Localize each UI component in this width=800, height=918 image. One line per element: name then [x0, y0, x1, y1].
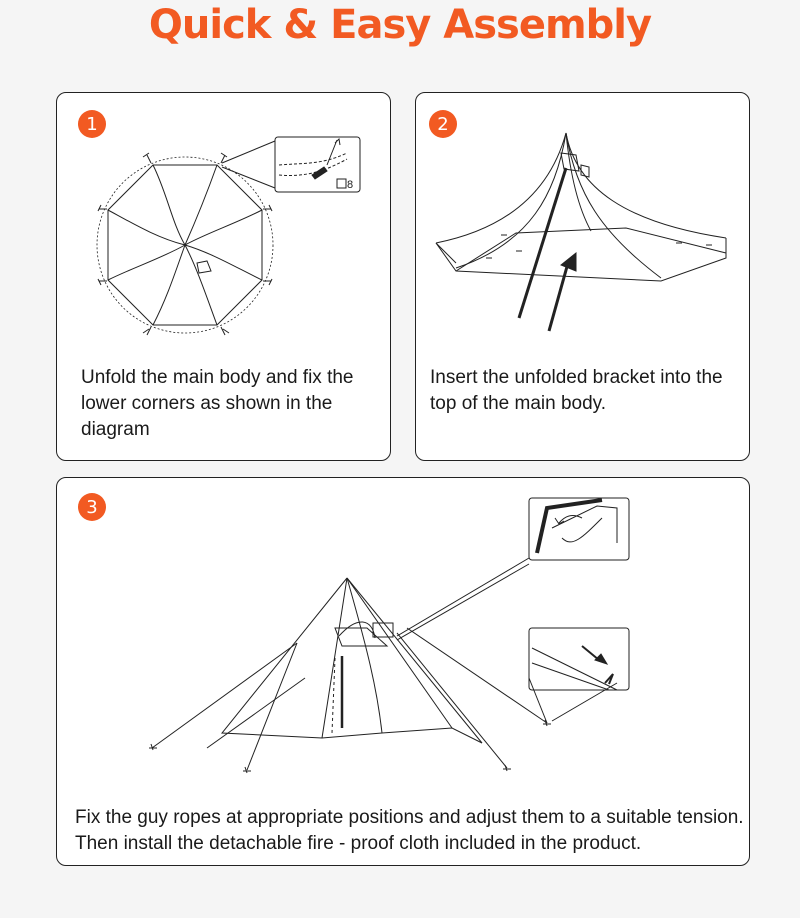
page-title: Quick & Easy Assembly — [148, 2, 652, 48]
step-1-number-badge: 1 — [78, 110, 106, 138]
step-1-description: Unfold the main body and fix the lower corners as shown in the diagram — [81, 367, 354, 440]
inset-size-label: 8 — [347, 179, 354, 191]
step-2-description: Insert the unfolded bracket into the top of the main body. — [430, 367, 723, 414]
step-1-card — [56, 92, 391, 461]
step-3-number-badge: 3 — [78, 493, 106, 521]
step-3-description: Fix the guy ropes at appropriate positions and adjust them to a suitable tension. Then install the detachable fire - proof cloth included in the product. — [75, 807, 744, 854]
step-3-card — [56, 477, 750, 866]
step-2-number-badge: 2 — [429, 110, 457, 138]
step-2-card — [415, 92, 750, 461]
tent-bracket-insertion-illustration — [416, 93, 751, 353]
tent-guy-ropes-illustration — [57, 478, 751, 798]
tent-floor-layout-illustration — [57, 93, 392, 353]
